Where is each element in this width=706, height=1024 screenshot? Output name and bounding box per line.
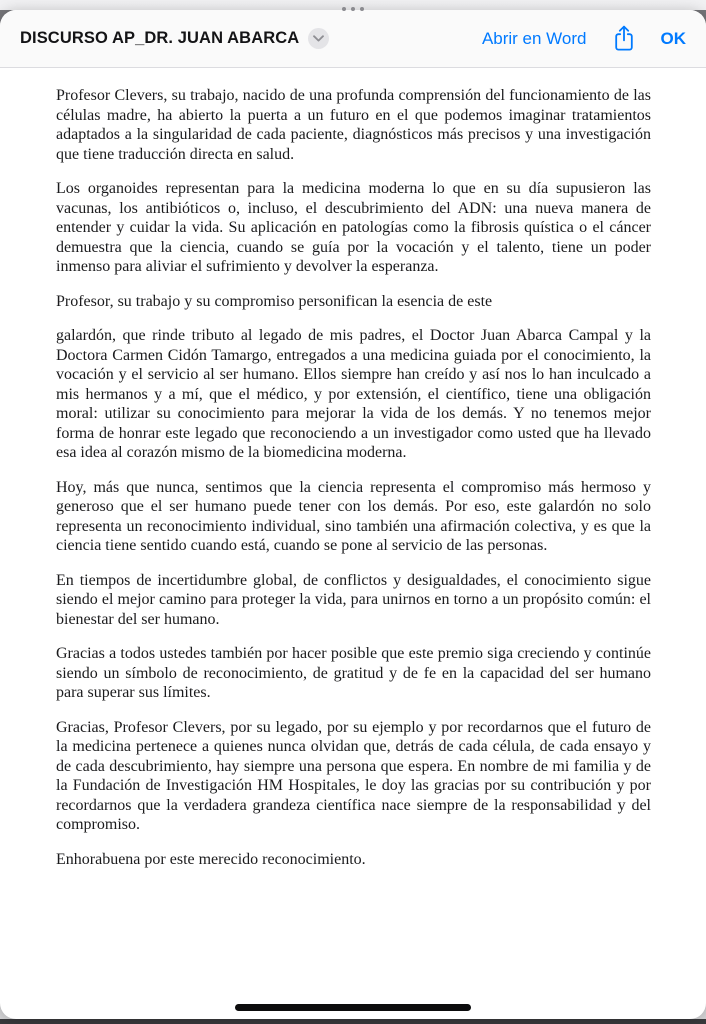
drag-dot xyxy=(360,7,364,11)
paragraph: Gracias a todos ustedes también por hacer posible que este premio siga creciendo y continúe siendo un símbolo de reconocimiento, de gratitud y de fe en la capacidad del ser humano para superar sus límites. xyxy=(56,645,651,701)
paragraph: Gracias, Profesor Clevers, por su legado, por su ejemplo y por recordarnos que el futuro de la medicina pertenece a quienes nunca olvidan que, detrás de cada célula, de cada ensayo y de cada descubrimiento, hay siempre una persona que espera. En nombre de mi familia y de la Fundación de Investigación HM Hospitales, le doy las gracias por su contribución y por recordarnos que la verdadera grandeza científica nace siempre de la responsabilidad y del compromiso. xyxy=(56,718,651,833)
document-body[interactable] xyxy=(0,68,706,1019)
toolbar-actions xyxy=(482,25,686,52)
document-title: DISCURSO AP_DR. JUAN ABARCA xyxy=(20,29,300,47)
paragraph: galardón, que rinde tributo al legado de mis padres, el Doctor Juan Abarca Campal y la Doctora Carmen Cidón Tamargo, entregados a una medicina guiada por el conocimiento, la vocación y el servicio al ser humano. Ellos siempre han creído y así nos lo han inculcado a mis hermanos y a mí, que el médico, y por extensión, el científico, tiene una obligación moral: utilizar su conocimiento para mejorar la vida de los demás. Y no tenemos mejor forma de honrar este legado que reconociendo a un investigador como usted que ha llevado esa idea al corazón mismo de la biomedicina moderna. xyxy=(56,327,651,461)
paragraph: Los organoides representan para la medicina moderna lo que en su día supusieron las vacunas, los antibióticos o, incluso, el descubrimiento del ADN: una nueva manera de entender y cuidar la vida. Su aplicación en patologías como la fibrosis quística o el cáncer demuestra que la ciencia, cuando se guía por la vocación y el talento, tiene un poder inmenso para aliviar el sufrimiento y devolver la esperanza. xyxy=(56,180,651,275)
home-indicator-bar[interactable] xyxy=(235,1004,471,1011)
screen-bottom-edge xyxy=(0,1019,706,1024)
paragraph: Profesor, su trabajo y su compromiso personifican la esencia de este xyxy=(56,292,493,310)
document-title-menu[interactable] xyxy=(20,28,329,49)
share-icon xyxy=(613,25,635,52)
drag-dot xyxy=(351,7,355,11)
ok-button[interactable]: OK xyxy=(660,28,686,48)
share-button[interactable] xyxy=(613,25,635,52)
paragraph: Hoy, más que nunca, sentimos que la ciencia representa el compromiso más hermoso y generoso que el ser humano puede tener con los demás. Por eso, este galardón no solo representa un reconocimiento individual, sino también una afirmación colectiva, y es que la ciencia tiene sentido cuando está, cuando se pone al servicio de las personas. xyxy=(56,478,651,554)
paragraph: Enhorabuena por este merecido reconocimiento. xyxy=(56,850,366,868)
window-drag-handle[interactable] xyxy=(342,7,364,11)
paragraph: En tiempos de incertidumbre global, de conflictos y desigualdades, el conocimiento sigue siendo el mejor camino para proteger la vida, para unirnos en torno a un propósito común: el bienestar del ser humano. xyxy=(56,571,651,628)
paragraph: Profesor Clevers, su trabajo, nacido de una profunda comprensión del funcionamiento de las células madre, ha abierto la puerta a un futuro en el que podemos imaginar tratamientos adaptados a la singularidad de cada paciente, diagnósticos más precisos y una investigación que tiene traducción directa en salud. xyxy=(56,87,651,163)
document-preview-sheet xyxy=(0,10,706,1019)
drag-dot xyxy=(342,7,346,11)
preview-toolbar xyxy=(0,10,706,68)
open-in-word-button[interactable]: Abrir en Word xyxy=(481,28,587,48)
chevron-down-icon xyxy=(308,28,329,49)
